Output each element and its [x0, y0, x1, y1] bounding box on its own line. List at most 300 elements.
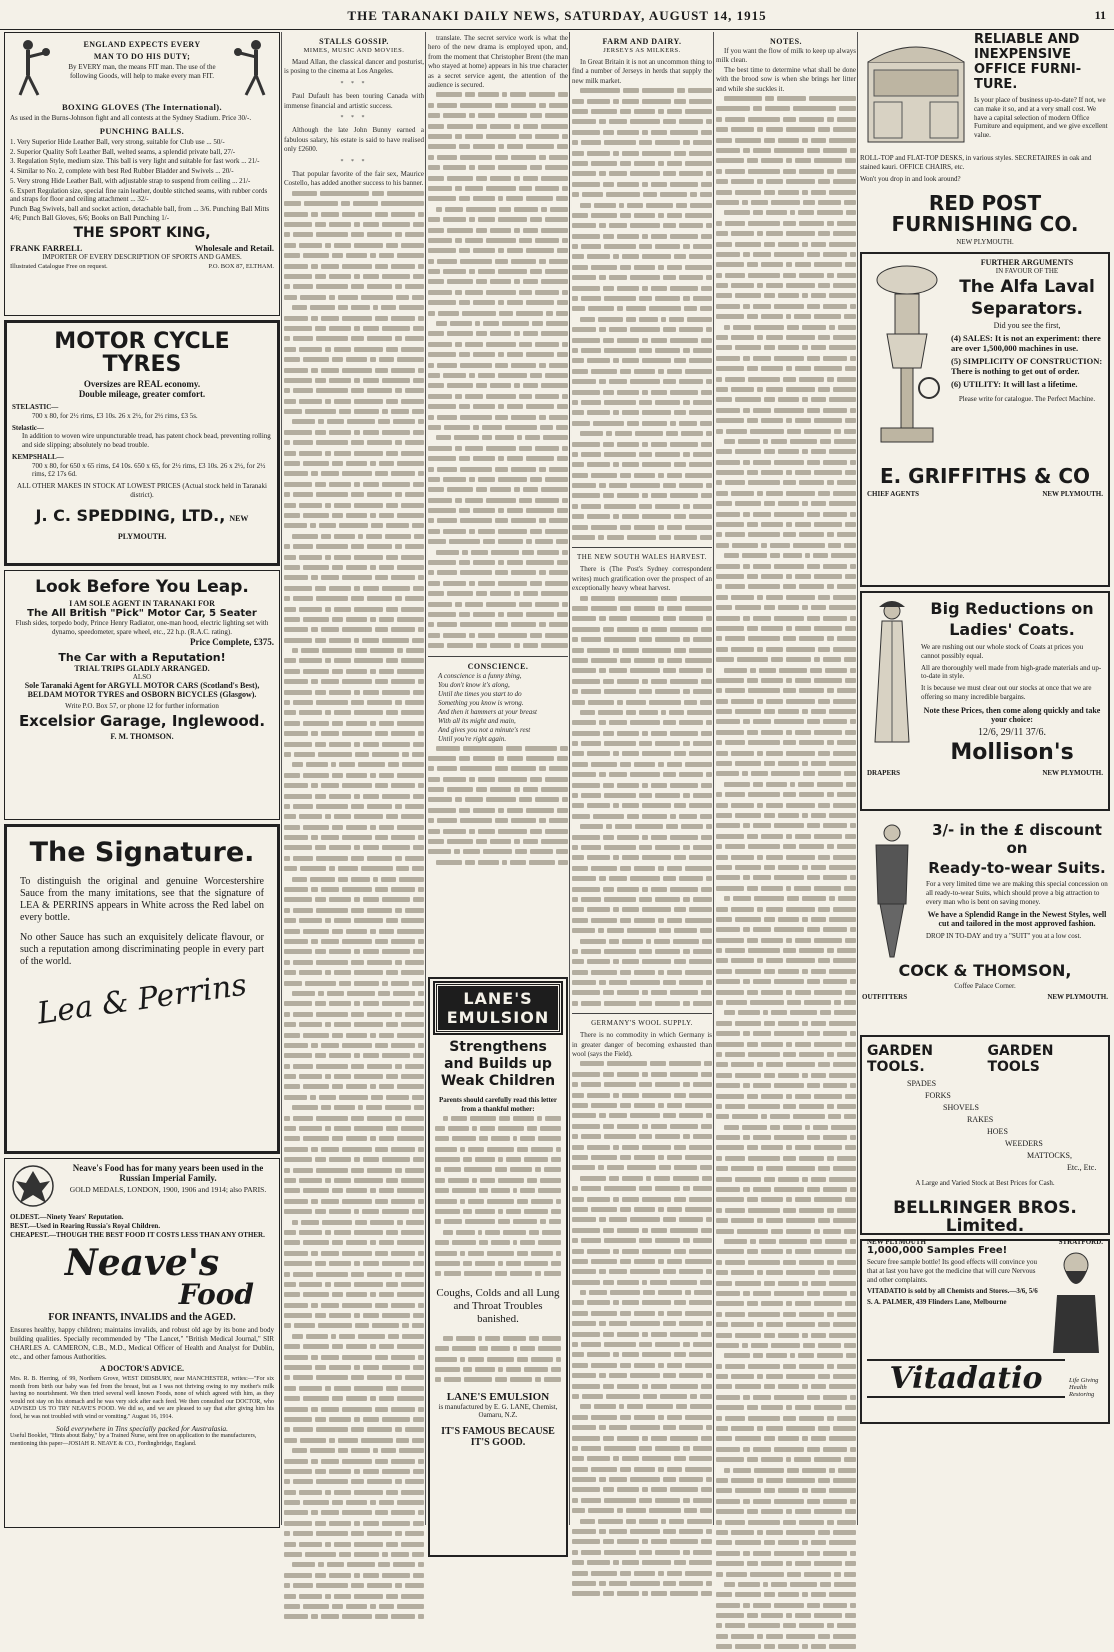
text-line [284, 885, 424, 894]
text-line [572, 1205, 712, 1214]
notes-heading: NOTES. [769, 37, 803, 46]
text-line [428, 361, 568, 370]
text-line [716, 1258, 856, 1267]
text-line [572, 1371, 712, 1380]
cock-thomson-ad [860, 815, 1110, 1035]
text-line [716, 853, 856, 862]
alfa-favour: IN FAVOUR OF THE [995, 267, 1059, 275]
text-line [716, 1538, 856, 1547]
text-line [428, 620, 568, 629]
cock-range: We have a Splendid Range in the Newest Styles, well cut and tailored in the most approved fashion. [927, 910, 1107, 929]
stalls-gossip-heading: STALLS GOSSIP. [319, 37, 389, 46]
text-line [428, 454, 568, 463]
text-line [435, 1334, 561, 1343]
text-line [428, 754, 568, 763]
text-line [284, 916, 424, 925]
cock-drop: DROP IN TO-DAY and try a "SUIT" you at a low cost. [926, 932, 1082, 941]
text-line [716, 1393, 856, 1402]
text-line [284, 293, 424, 302]
text-line [284, 729, 424, 738]
text-line [572, 1402, 712, 1411]
text-line [428, 90, 568, 99]
neave-body: Ensures healthy, happy children; maintains invalids, and robust old age by its bone and body building qualities. Specially recommended by "The Lancet," "British Medical Journal," SIR CHARLES A. CAMERON, C.B., M.D., Medical Officer of Health and Analyst for Dublin, etc., and other famous Authorities. [10, 1326, 274, 1361]
text-line [284, 1093, 424, 1102]
page-number: 11 [1094, 8, 1106, 22]
text-line [716, 260, 856, 269]
text-line [572, 336, 712, 345]
text-line [428, 816, 568, 825]
poem-line: And gives you not a minute's rest [438, 725, 531, 734]
divider [572, 547, 712, 548]
text-line [284, 355, 424, 364]
column-5 [716, 32, 856, 1525]
tyres-line-2: Double mileage, greater comfort. [78, 389, 206, 400]
text-line [284, 314, 424, 323]
punching-balls-heading: PUNCHING BALLS. [99, 125, 185, 136]
tyres-other-makes: ALL OTHER MAKES IN STOCK AT LOWEST PRICES (Actual stock held in Taranaki district). [17, 482, 267, 499]
text-line [716, 603, 856, 612]
text-line [572, 1350, 712, 1359]
text-line [716, 499, 856, 508]
text-line [428, 516, 568, 525]
text-line [716, 686, 856, 695]
imperial-eagle-icon [10, 1163, 56, 1209]
text-line [716, 343, 856, 352]
text-line [428, 257, 568, 266]
lanes-headline: Strengthens and Builds up Weak Children [440, 1039, 556, 1089]
text-line [572, 263, 712, 272]
text-line [284, 927, 424, 936]
garage-agent: I AM SOLE AGENT IN TARANAKI FOR [69, 599, 215, 608]
text-line [572, 107, 712, 116]
text-line [435, 1186, 561, 1195]
text-line [716, 697, 856, 706]
text-line [716, 884, 856, 893]
text-line [428, 246, 568, 255]
text-line [716, 1351, 856, 1360]
text-line [572, 117, 712, 126]
nsw-harvest-heading: THE NEW SOUTH WALES HARVEST. [577, 553, 707, 562]
text-line [572, 169, 712, 178]
text-line [716, 333, 856, 342]
text-line [572, 1143, 712, 1152]
text-line [716, 520, 856, 529]
mollison-p2: All are thoroughly well made from high-grade materials and up-to-date in style. [921, 663, 1102, 681]
text-line [716, 1341, 856, 1350]
text-line [716, 707, 856, 716]
text-line [716, 666, 856, 675]
text-line [284, 740, 424, 749]
text-line [572, 398, 712, 407]
article-paragraph: If you want the flow of milk to keep up always milk clean. [716, 47, 856, 65]
text-line [716, 894, 856, 903]
text-line [572, 1517, 712, 1526]
neave-oldest: OLDEST.—Ninety Years' Reputation. [10, 1213, 124, 1221]
sport-intro: By EVERY man, the means FIT man. The use of the following Goods, will help to make every man FIT. [68, 63, 216, 80]
text-line [572, 594, 712, 603]
stelastic-prices: 700 x 80, for 2½ rims, £3 10s. 26 x 2½, for 2½ rims, £3 5s. [32, 411, 198, 420]
garage-trial: TRIAL TRIPS GLADLY ARRANGED. [74, 663, 210, 673]
text-line [572, 1444, 712, 1453]
mollison-name: Mollison's [950, 739, 1074, 765]
text-line [284, 1249, 424, 1258]
text-line [572, 1278, 712, 1287]
text-line [428, 267, 568, 276]
text-line [572, 242, 712, 251]
article-paragraph: Maud Allan, the classical dancer and posturist, is posing to the cinema at Los Angeles. [284, 58, 424, 76]
text-line [284, 1384, 424, 1393]
stalls-gossip-sub: MIMES, MUSIC AND MOVIES. [303, 47, 405, 54]
office-furniture-ad [860, 32, 1110, 252]
text-line [716, 873, 856, 882]
text-line [428, 610, 568, 619]
text-line [572, 937, 712, 946]
alfa-name-1: The Alfa Laval [959, 277, 1095, 297]
text-line [284, 1373, 424, 1382]
text-line [428, 132, 568, 141]
text-line [716, 977, 856, 986]
text-line [572, 284, 712, 293]
vitadatio-free: 1,000,000 Samples Free! [867, 1245, 1008, 1256]
farm-dairy-heading: FARM AND DAIRY. [602, 37, 682, 46]
tool-item: SHOVELS [943, 1103, 980, 1112]
text-line [716, 582, 856, 591]
text-line [716, 811, 856, 820]
text-line [716, 1486, 856, 1495]
text-line [716, 1029, 856, 1038]
text-line [284, 334, 424, 343]
cock-outfitters: OUTFITTERS [862, 992, 908, 1001]
poem-line: You don't know it's along, [438, 680, 510, 689]
garage-also: ALSO [132, 672, 152, 681]
mollison-note: Note these Prices, then come along quickly and take your choice: [923, 705, 1101, 724]
garage-owner: F. M. THOMSON. [110, 732, 174, 742]
tool-item: RAKES [967, 1115, 994, 1124]
text-line [716, 780, 856, 789]
cock-head-2: Ready-to-wear Suits. [928, 859, 1106, 877]
text-line [428, 785, 568, 794]
text-line [716, 562, 856, 571]
list-item: 3. Regulation Style, medium size. This ball is very light and suitable for fast work ... 21/- [10, 157, 260, 166]
text-line [716, 208, 856, 217]
article-paragraph: There is no commodity in which Germany is in greater danger of becoming exhausted than wool (says the Field). [572, 1031, 712, 1059]
garage-car: The All British "Pick" Motor Car, 5 Seater [27, 608, 257, 619]
stelastic2-desc: In addition to woven wire unpuncturable tread, has patent chock bead, preventing rolling and side slipping; absolutely no bead trouble. [22, 432, 271, 450]
text-line [716, 821, 856, 830]
vitadatio-ad [860, 1239, 1110, 1424]
text-line [284, 1166, 424, 1175]
text-line [428, 631, 568, 640]
text-line [572, 429, 712, 438]
text-line [716, 1112, 856, 1121]
kempshall-prices: 700 x 80, for 650 x 65 rims, £4 10s. 650 x 65, for 2½ rims, £3 10s. 26 x 2½, for 2½ rims, £2 17s 6d. [32, 461, 266, 479]
text-line [716, 801, 856, 810]
text-line [284, 937, 424, 946]
text-line [284, 999, 424, 1008]
text-line [572, 128, 712, 137]
text-line [284, 1342, 424, 1351]
text-line [572, 1070, 712, 1079]
text-line [435, 1269, 561, 1278]
text-line [284, 1041, 424, 1050]
text-line [572, 252, 712, 261]
mollison-head-1: Big Reductions on [930, 599, 1094, 618]
text-line [716, 1268, 856, 1277]
sport-king-ad [4, 32, 280, 316]
text-line [428, 350, 568, 359]
continued-text-block [572, 1059, 712, 1598]
text-line [572, 450, 712, 459]
text-line [284, 376, 424, 385]
text-line [572, 1382, 712, 1391]
text-line [716, 489, 856, 498]
text-line [284, 1280, 424, 1289]
text-line [572, 408, 712, 417]
text-line [716, 1476, 856, 1485]
text-line [716, 1040, 856, 1049]
text-line [572, 1361, 712, 1370]
text-line [435, 1124, 561, 1133]
text-line [284, 417, 424, 426]
text-line [572, 377, 712, 386]
text-line [716, 925, 856, 934]
text-line [435, 1259, 561, 1268]
text-line [716, 1102, 856, 1111]
column-4 [572, 32, 712, 1525]
text-line [716, 302, 856, 311]
text-line [428, 795, 568, 804]
text-line [284, 1353, 424, 1362]
sport-extras: Punch Bag Swivels, ball and socket action, detachable ball, from ... 3/6. Punching Ball Mitts 4/6; Punch Ball Gloves, 6/6; Books on Ball Punching 1/- [10, 205, 270, 222]
text-line [572, 502, 712, 511]
lea-signature: Lea & Perrins [35, 967, 249, 1032]
text-line [284, 1446, 424, 1455]
text-line [428, 433, 568, 442]
text-line [435, 1145, 561, 1154]
text-line [716, 1445, 856, 1454]
cock-p1: For a very limited time we are making this special concession on all ready-to-wear Suits, which should prove a big attraction to every man who is bent on saving money. [926, 880, 1108, 906]
cream-separator-icon [867, 258, 947, 458]
text-line [572, 1153, 712, 1162]
text-line [435, 1217, 561, 1226]
column-2 [284, 32, 424, 1525]
griffiths-town: NEW PLYMOUTH. [1042, 490, 1103, 498]
text-line [428, 858, 568, 867]
text-line [716, 593, 856, 602]
bellringer-name: BELLRINGER BROS. Limited. [893, 1197, 1077, 1236]
text-line [716, 863, 856, 872]
garage-reputation: The Car with a Reputation! [58, 650, 226, 664]
text-line [716, 1434, 856, 1443]
list-item: 6. Expert Regulation size, special fine rain leather, double stitched seams, with rubber cords and straps for floor and ceiling attachment ... 32/- [10, 186, 268, 204]
text-line [572, 1434, 712, 1443]
text-line [284, 1415, 424, 1424]
text-line [284, 947, 424, 956]
griffiths-agents: CHIEF AGENTS [867, 490, 920, 498]
text-line [572, 988, 712, 997]
text-line [716, 1320, 856, 1329]
text-line [284, 230, 424, 239]
text-line [716, 1403, 856, 1412]
text-line [572, 1288, 712, 1297]
text-line [572, 666, 712, 675]
neave-food-word: Food [178, 1278, 254, 1312]
text-line [428, 444, 568, 453]
neave-footer: Useful Booklet, "Hints about Baby," by a Trained Nurse, sent free on application to the manufacturers, mentioning this paper—JOSIAH R. NEAVE & CO., Fordingbridge, England. [10, 1433, 257, 1447]
neave-letter: Mrs. R. B. Herring, of 99, Northern Grove, WEST DIDSBURY, near MANCHESTER, writes:—"For six month from birth our baby was fed from the breast, but as I was not thriving owing to my mother's milk having no nourishment. We then tried several well known Foods, none of which agreed with him, as they would not stay on his stomach and he was very sick after each feed. We then consulted our DOCTOR, who ADVISED US TO TRY NEAVE'S FOOD. We did so, and we are pleased to say that after giving him his food, he was not troubled with wind or vomiting." August 16, 1914. [10, 1376, 274, 1420]
text-line [284, 864, 424, 873]
text-line [716, 1580, 856, 1589]
alfa-point-4: (4) SALES: It is not an experiment: there are over 1,500,000 machines in use. [951, 333, 1101, 353]
lanes-emulsion-ad [428, 977, 568, 1557]
text-line [428, 806, 568, 815]
text-line [572, 1059, 712, 1068]
tool-item: WEEDERS [1005, 1139, 1043, 1148]
garage-car-desc: Flush sides, torpedo body, Prince Henry Radiator, one-man hood, electric lighting set with dynamo, speedometer, spare wheel, etc., 22 h.p. (R.A.C. rating). [15, 619, 269, 636]
text-line [716, 219, 856, 228]
text-line [572, 1267, 712, 1276]
text-line [716, 375, 856, 384]
text-line [435, 1228, 561, 1237]
text-line [572, 1101, 712, 1110]
text-line [716, 1310, 856, 1319]
text-line [572, 481, 712, 490]
text-line [716, 946, 856, 955]
text-line [284, 553, 424, 562]
text-line [572, 1174, 712, 1183]
text-line [428, 537, 568, 546]
text-line [572, 221, 712, 230]
text-line [428, 226, 568, 235]
furniture-look: Won't you drop in and look around? [860, 174, 961, 183]
text-line [716, 1175, 856, 1184]
mollison-prices: 12/6, 29/11 37/6. [978, 726, 1046, 738]
text-line [716, 769, 856, 778]
text-line [572, 211, 712, 220]
text-line [716, 832, 856, 841]
text-line [716, 915, 856, 924]
text-line [284, 459, 424, 468]
text-line [428, 827, 568, 836]
text-line [716, 312, 856, 321]
boxing-gloves-desc: As used in the Burns-Johnson fight and all contests at the Sydney Stadium. Price 30/-. [10, 114, 252, 122]
text-line [284, 386, 424, 395]
text-line [284, 771, 424, 780]
text-line [572, 968, 712, 977]
text-line [284, 1540, 424, 1549]
text-line [435, 1375, 561, 1384]
text-line [284, 1332, 424, 1341]
sport-importer: IMPORTER OF EVERY DESCRIPTION OF SPORTS AND GAMES. [42, 252, 242, 261]
text-line [572, 1527, 712, 1536]
text-line [284, 532, 424, 541]
text-line [428, 589, 568, 598]
column-rule [281, 32, 282, 1525]
text-line [284, 397, 424, 406]
text-line [716, 271, 856, 280]
text-line [716, 385, 856, 394]
text-line [716, 1549, 856, 1558]
tool-item: HOES [987, 1127, 1008, 1136]
text-line [716, 967, 856, 976]
text-line [284, 1467, 424, 1476]
text-line [284, 843, 424, 852]
text-line [572, 159, 712, 168]
text-line [572, 1506, 712, 1515]
text-line [716, 988, 856, 997]
text-line [284, 584, 424, 593]
text-line [716, 717, 856, 726]
sport-king-brand: THE SPORT KING, [73, 224, 211, 241]
text-line [716, 551, 856, 560]
bearded-man-icon [1049, 1245, 1103, 1355]
alfa-question: Did you see the first, [993, 321, 1061, 330]
text-line [428, 475, 568, 484]
text-line [284, 760, 424, 769]
text-line [572, 190, 712, 199]
text-line [428, 392, 568, 401]
excelsior-garage-ad [4, 570, 280, 820]
text-line [284, 1010, 424, 1019]
text-line [716, 115, 856, 124]
text-line [716, 1279, 856, 1288]
neave-sold: Sold everywhere in Tins specially packed for Australasia. [55, 1424, 229, 1434]
text-line [572, 760, 712, 769]
text-line [716, 291, 856, 300]
mollison-head-2: Ladies' Coats. [949, 620, 1075, 639]
text-line [284, 199, 424, 208]
text-line [716, 1185, 856, 1194]
text-line [284, 1612, 424, 1621]
text-line [716, 1632, 856, 1641]
text-line [284, 875, 424, 884]
text-line [284, 189, 424, 198]
text-line [572, 1340, 712, 1349]
text-line [284, 251, 424, 260]
text-line [716, 1372, 856, 1381]
continued-text-block [284, 189, 424, 1622]
text-line [716, 188, 856, 197]
text-line [428, 600, 568, 609]
text-line [284, 1581, 424, 1590]
text-line [284, 1238, 424, 1247]
text-line [284, 792, 424, 801]
text-line [284, 501, 424, 510]
text-line [572, 533, 712, 542]
sport-box: P.O. BOX 87, ELTHAM. [208, 263, 274, 271]
text-line [716, 1331, 856, 1340]
text-line [572, 1413, 712, 1422]
text-line [428, 558, 568, 567]
poem-line: A conscience is a funny thing, [438, 671, 522, 680]
text-line [284, 303, 424, 312]
text-line [572, 812, 712, 821]
text-line [716, 1590, 856, 1599]
text-line [428, 485, 568, 494]
text-line [284, 210, 424, 219]
text-line [716, 956, 856, 965]
text-line [284, 854, 424, 863]
text-line [572, 419, 712, 428]
text-line [284, 802, 424, 811]
poem-line: Until you're right again. [438, 734, 507, 743]
mollison-p1: We are rushing out our whole stock of Coats at prices you cannot possibly equal. [921, 643, 1084, 660]
list-item: 5. Very strong Hide Leather Ball, with adjustable strap to suspend from ceiling ... 21/- [10, 176, 251, 185]
article-paragraph: Paul Dufault has been touring Canada with immense financial and artistic success. [284, 92, 424, 110]
list-item: 4. Similar to No. 2, complete with best Red Rubber Bladder and Swivels ... 20/- [10, 167, 234, 175]
article-paragraph: In Great Britain it is not an uncommon thing to find a number of Jerseys in herds that supply the new milk market. [572, 58, 713, 85]
text-line [716, 1227, 856, 1236]
